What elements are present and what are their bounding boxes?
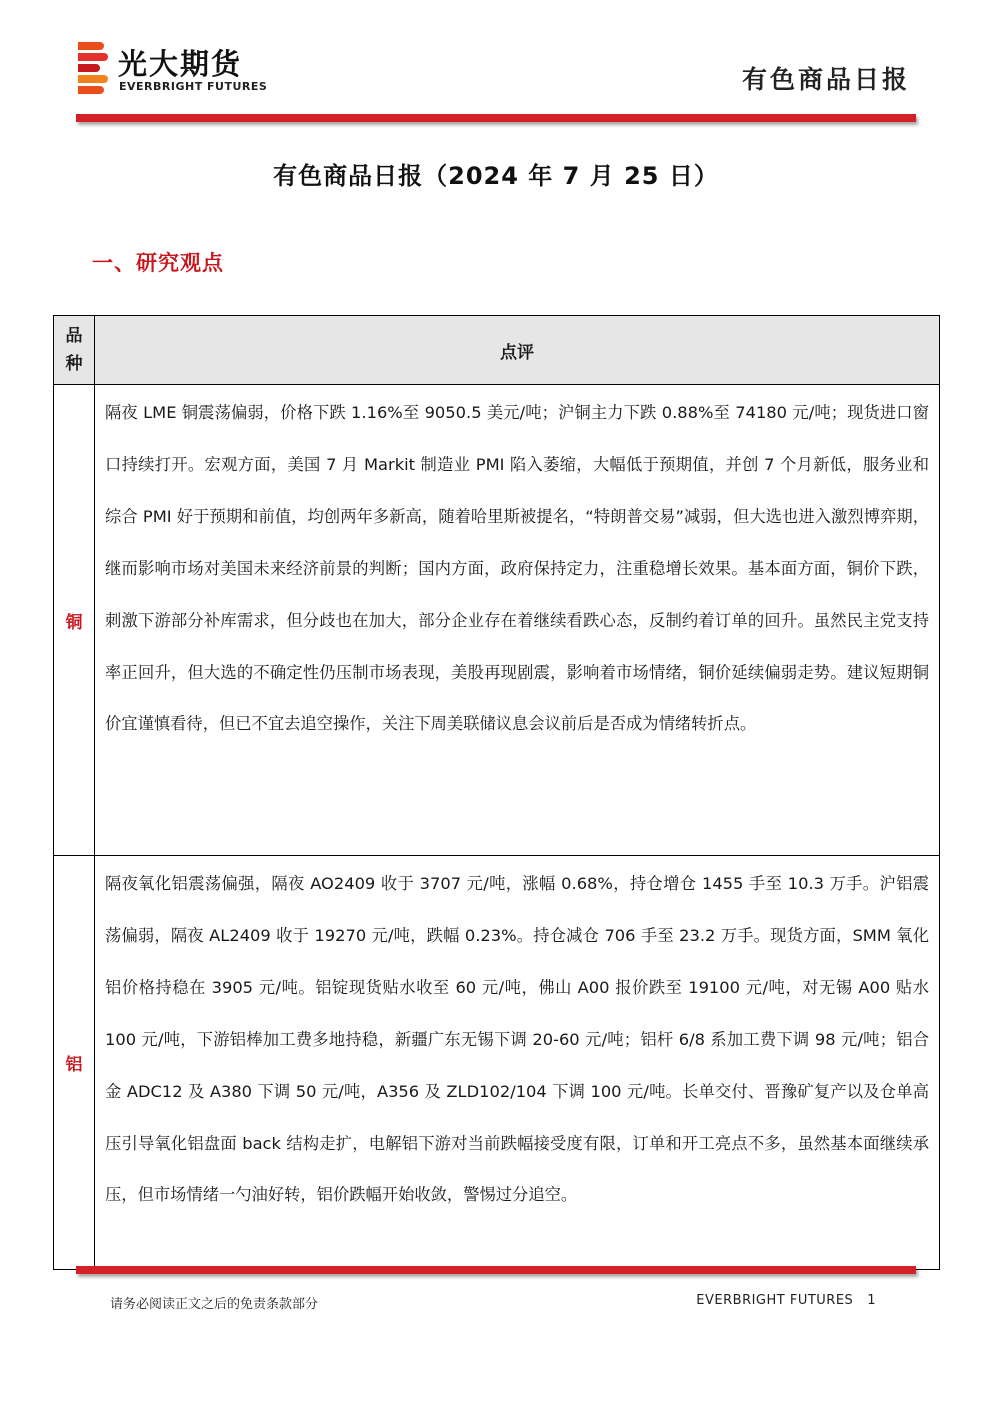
comment-aluminum: 隔夜氧化铝震荡偏强，隔夜 AO2409 收于 3707 元/吨，涨幅 0.68%，持仓增仓 1455 手至 10.3 万手。沪铝震荡偏弱，隔夜 AL2409 收于 19270 元/吨，跌幅 0.23%。持仓减仓 706 手至 23.2 万手。现货方面，SMM 氧化铝价格持稳在 3905 元/吨。铝锭现货贴水收至 60 元/吨，佛山 A00 报价跌至 19100 元/吨，对无锡 A00 贴水 100 元/吨，下游铝棒加工费多地持稳，新疆广东无锡下调 20-60 元/吨；铝杆 6/8 系加工费下调 98 元/吨；铝合金 ADC12 及 A380 下调 50 元/吨，A356 及 ZLD102/104 下调 100 元/吨。长单交付、晋豫矿复产以及仓单高压引导氧化铝盘面 back 结构走扩，电解铝下游对当前跌幅接受度有限，订单和开工亮点不多，虽然基本面继续承压，但市场情绪一勺油好转，铝价跌幅开始收敛，警惕过分追空。 <box>95 856 940 1270</box>
footer-company-page <box>696 1293 876 1308</box>
header-title: 有色商品日报 <box>741 65 910 94</box>
footer-company: EVERBRIGHT FUTURES <box>696 1293 854 1308</box>
header-comment: 点评 <box>95 316 940 385</box>
brand-name-en: EVERBRIGHT FUTURES <box>119 80 268 93</box>
brand-name-cn: 光大期货 <box>118 47 243 81</box>
table-row <box>54 385 940 856</box>
footer-divider <box>76 1266 916 1274</box>
page-number: 1 <box>867 1293 876 1308</box>
comment-copper: 隔夜 LME 铜震荡偏弱，价格下跌 1.16%至 9050.5 美元/吨；沪铜主力下跌 0.88%至 74180 元/吨；现货进口窗口持续打开。宏观方面，美国 7 月 Markit 制造业 PMI 陷入萎缩，大幅低于预期值，并创 7 个月新低，服务业和综合 PMI 好于预期和前值，均创两年多新高，随着哈里斯被提名，“特朗普交易”减弱，但大选也进入激烈博弈期，继而影响市场对美国未来经济前景的判断；国内方面，政府保持定力，注重稳增长效果。基本面方面，铜价下跌，刺激下游部分补库需求，但分歧也在加大，部分企业存在着继续看跌心态，反制约着订单的回升。虽然民主党支持率正回升，但大选的不确定性仍压制市场表现，美股再现剧震，影响着市场情绪，铜价延续偏弱走势。建议短期铜价宜谨慎看待，但已不宜去追空操作，关注下周美联储议息会议前后是否成为情绪转折点。 <box>95 385 940 856</box>
header-variety-char: 品 <box>65 326 83 346</box>
brand-logo <box>78 42 278 98</box>
header-variety-label <box>54 322 94 378</box>
table-header-row <box>54 316 940 385</box>
table-row <box>54 856 940 1270</box>
variety-copper: 铜 <box>54 385 95 856</box>
header-divider <box>76 114 916 122</box>
commentary-table <box>53 315 940 1270</box>
variety-aluminum: 铝 <box>54 856 95 1270</box>
footer-disclaimer: 请务必阅读正文之后的免责条款部分 <box>110 1297 319 1312</box>
document-title: 有色商品日报（2024 年 7 月 25 日） <box>273 162 719 190</box>
header-variety <box>54 316 95 385</box>
section-heading: 一、研究观点 <box>92 251 224 275</box>
logo-stripes-icon <box>78 42 108 96</box>
header-variety-char: 种 <box>65 354 83 374</box>
